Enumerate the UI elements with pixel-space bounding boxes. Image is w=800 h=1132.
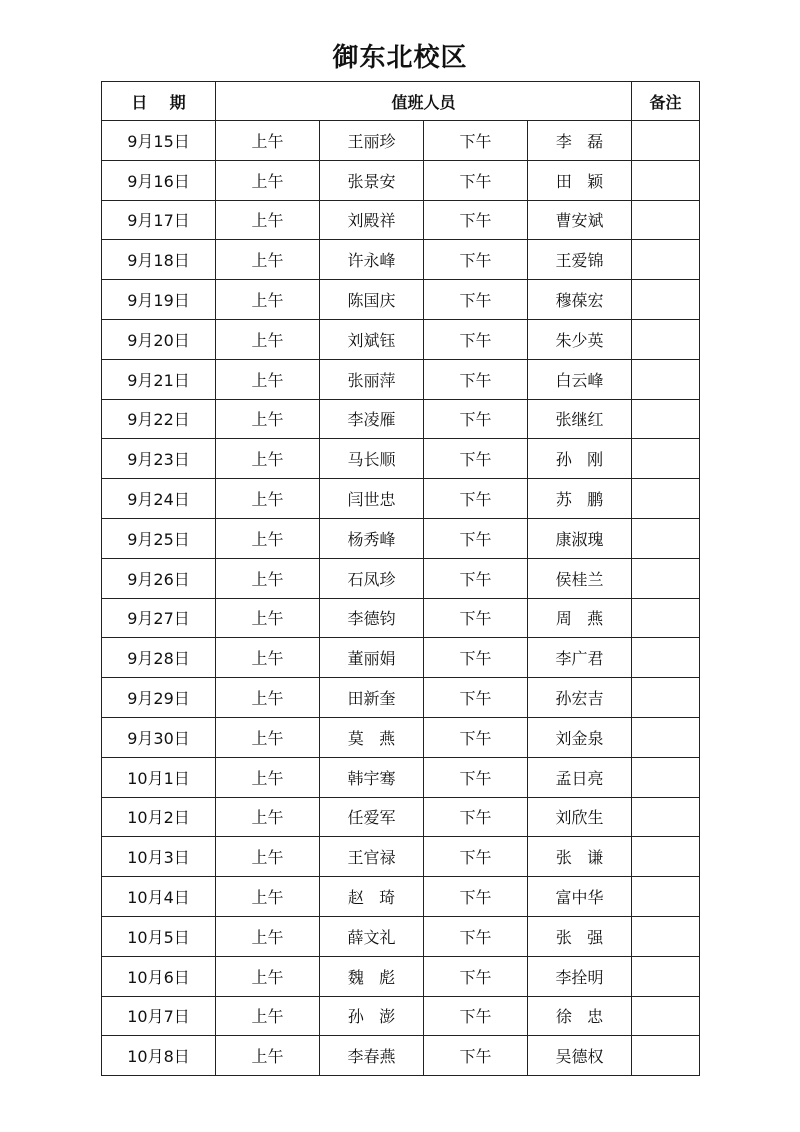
note-cell	[632, 797, 700, 837]
table-row	[102, 717, 700, 757]
date-cell: 9月29日	[102, 678, 216, 718]
afternoon-label-cell: 下午	[424, 160, 528, 200]
afternoon-label-cell: 下午	[424, 797, 528, 837]
morning-label-cell: 上午	[216, 240, 320, 280]
afternoon-staff-cell: 田 颖	[528, 160, 632, 200]
note-cell	[632, 757, 700, 797]
afternoon-label-cell: 下午	[424, 479, 528, 519]
table-row	[102, 518, 700, 558]
table-row	[102, 757, 700, 797]
morning-staff-cell: 任爱军	[320, 797, 424, 837]
afternoon-label-cell: 下午	[424, 558, 528, 598]
afternoon-staff-cell: 李拴明	[528, 956, 632, 996]
morning-staff-cell: 孙 澎	[320, 996, 424, 1036]
table-header-row	[102, 82, 700, 121]
afternoon-label-cell: 下午	[424, 240, 528, 280]
date-cell: 9月26日	[102, 558, 216, 598]
morning-staff-cell: 刘斌钰	[320, 319, 424, 359]
morning-label-cell: 上午	[216, 121, 320, 161]
table-row	[102, 877, 700, 917]
afternoon-staff-cell: 侯桂兰	[528, 558, 632, 598]
afternoon-staff-cell: 张 强	[528, 916, 632, 956]
morning-label-cell: 上午	[216, 479, 320, 519]
table-row	[102, 359, 700, 399]
note-cell	[632, 877, 700, 917]
afternoon-staff-cell: 李 磊	[528, 121, 632, 161]
morning-staff-cell: 王官禄	[320, 837, 424, 877]
note-cell	[632, 598, 700, 638]
note-cell	[632, 638, 700, 678]
morning-staff-cell: 许永峰	[320, 240, 424, 280]
afternoon-label-cell: 下午	[424, 280, 528, 320]
morning-staff-cell: 马长顺	[320, 439, 424, 479]
morning-label-cell: 上午	[216, 717, 320, 757]
morning-label-cell: 上午	[216, 280, 320, 320]
header-staff: 值班人员	[216, 82, 632, 121]
table-row	[102, 160, 700, 200]
afternoon-staff-cell: 王爱锦	[528, 240, 632, 280]
note-cell	[632, 558, 700, 598]
table-row	[102, 638, 700, 678]
morning-label-cell: 上午	[216, 1036, 320, 1076]
date-cell: 10月7日	[102, 996, 216, 1036]
morning-staff-cell: 韩宇骞	[320, 757, 424, 797]
afternoon-label-cell: 下午	[424, 518, 528, 558]
table-row	[102, 678, 700, 718]
table-row	[102, 280, 700, 320]
table-row	[102, 479, 700, 519]
afternoon-label-cell: 下午	[424, 877, 528, 917]
table-row	[102, 916, 700, 956]
morning-label-cell: 上午	[216, 200, 320, 240]
date-cell: 10月3日	[102, 837, 216, 877]
afternoon-staff-cell: 曹安斌	[528, 200, 632, 240]
morning-staff-cell: 赵 琦	[320, 877, 424, 917]
table-row	[102, 797, 700, 837]
note-cell	[632, 359, 700, 399]
date-cell: 10月8日	[102, 1036, 216, 1076]
date-cell: 9月25日	[102, 518, 216, 558]
note-cell	[632, 160, 700, 200]
afternoon-label-cell: 下午	[424, 319, 528, 359]
date-cell: 9月21日	[102, 359, 216, 399]
morning-label-cell: 上午	[216, 678, 320, 718]
morning-staff-cell: 莫 燕	[320, 717, 424, 757]
date-cell: 9月15日	[102, 121, 216, 161]
morning-staff-cell: 李德钧	[320, 598, 424, 638]
table-row	[102, 598, 700, 638]
page-title: 御东北校区	[332, 43, 468, 73]
afternoon-staff-cell: 刘欣生	[528, 797, 632, 837]
table-row	[102, 399, 700, 439]
note-cell	[632, 916, 700, 956]
afternoon-staff-cell: 徐 忠	[528, 996, 632, 1036]
table-row	[102, 439, 700, 479]
afternoon-staff-cell: 白云峰	[528, 359, 632, 399]
afternoon-label-cell: 下午	[424, 956, 528, 996]
morning-label-cell: 上午	[216, 916, 320, 956]
header-date: 日 期	[102, 82, 216, 121]
morning-label-cell: 上午	[216, 757, 320, 797]
afternoon-label-cell: 下午	[424, 837, 528, 877]
morning-staff-cell: 李春燕	[320, 1036, 424, 1076]
afternoon-staff-cell: 穆葆宏	[528, 280, 632, 320]
morning-staff-cell: 杨秀峰	[320, 518, 424, 558]
afternoon-staff-cell: 刘金泉	[528, 717, 632, 757]
morning-label-cell: 上午	[216, 598, 320, 638]
afternoon-label-cell: 下午	[424, 996, 528, 1036]
note-cell	[632, 956, 700, 996]
morning-staff-cell: 张景安	[320, 160, 424, 200]
morning-staff-cell: 李凌雁	[320, 399, 424, 439]
afternoon-label-cell: 下午	[424, 678, 528, 718]
date-cell: 10月6日	[102, 956, 216, 996]
date-cell: 10月5日	[102, 916, 216, 956]
table-row	[102, 996, 700, 1036]
morning-label-cell: 上午	[216, 797, 320, 837]
afternoon-label-cell: 下午	[424, 638, 528, 678]
morning-label-cell: 上午	[216, 558, 320, 598]
morning-staff-cell: 张丽萍	[320, 359, 424, 399]
morning-staff-cell: 闫世忠	[320, 479, 424, 519]
afternoon-staff-cell: 富中华	[528, 877, 632, 917]
morning-label-cell: 上午	[216, 996, 320, 1036]
afternoon-label-cell: 下午	[424, 916, 528, 956]
morning-label-cell: 上午	[216, 518, 320, 558]
date-cell: 10月2日	[102, 797, 216, 837]
afternoon-staff-cell: 孙宏吉	[528, 678, 632, 718]
morning-staff-cell: 田新奎	[320, 678, 424, 718]
morning-label-cell: 上午	[216, 359, 320, 399]
note-cell	[632, 678, 700, 718]
afternoon-label-cell: 下午	[424, 399, 528, 439]
afternoon-staff-cell: 孟日亮	[528, 757, 632, 797]
afternoon-label-cell: 下午	[424, 717, 528, 757]
note-cell	[632, 717, 700, 757]
morning-label-cell: 上午	[216, 399, 320, 439]
note-cell	[632, 996, 700, 1036]
date-cell: 10月1日	[102, 757, 216, 797]
note-cell	[632, 1036, 700, 1076]
table-row	[102, 837, 700, 877]
morning-label-cell: 上午	[216, 319, 320, 359]
afternoon-staff-cell: 周 燕	[528, 598, 632, 638]
afternoon-staff-cell: 张 谦	[528, 837, 632, 877]
morning-label-cell: 上午	[216, 877, 320, 917]
date-cell: 9月30日	[102, 717, 216, 757]
roster-body	[102, 121, 700, 1076]
duty-roster-table	[101, 81, 700, 1076]
afternoon-staff-cell: 苏 鹏	[528, 479, 632, 519]
table-row	[102, 240, 700, 280]
afternoon-staff-cell: 李广君	[528, 638, 632, 678]
note-cell	[632, 121, 700, 161]
afternoon-label-cell: 下午	[424, 359, 528, 399]
table-row	[102, 121, 700, 161]
afternoon-label-cell: 下午	[424, 598, 528, 638]
morning-staff-cell: 董丽娟	[320, 638, 424, 678]
date-cell: 9月16日	[102, 160, 216, 200]
date-cell: 9月28日	[102, 638, 216, 678]
note-cell	[632, 837, 700, 877]
morning-staff-cell: 薛文礼	[320, 916, 424, 956]
morning-staff-cell: 魏 彪	[320, 956, 424, 996]
note-cell	[632, 439, 700, 479]
table-row	[102, 200, 700, 240]
date-cell: 9月23日	[102, 439, 216, 479]
date-cell: 9月22日	[102, 399, 216, 439]
afternoon-label-cell: 下午	[424, 200, 528, 240]
morning-staff-cell: 刘殿祥	[320, 200, 424, 240]
afternoon-staff-cell: 孙 刚	[528, 439, 632, 479]
afternoon-label-cell: 下午	[424, 439, 528, 479]
afternoon-label-cell: 下午	[424, 1036, 528, 1076]
date-cell: 9月17日	[102, 200, 216, 240]
morning-label-cell: 上午	[216, 160, 320, 200]
afternoon-staff-cell: 张继红	[528, 399, 632, 439]
morning-staff-cell: 石凤珍	[320, 558, 424, 598]
note-cell	[632, 479, 700, 519]
note-cell	[632, 200, 700, 240]
note-cell	[632, 518, 700, 558]
afternoon-label-cell: 下午	[424, 757, 528, 797]
table-row	[102, 956, 700, 996]
morning-staff-cell: 陈国庆	[320, 280, 424, 320]
table-row	[102, 558, 700, 598]
date-cell: 9月27日	[102, 598, 216, 638]
date-cell: 9月18日	[102, 240, 216, 280]
date-cell: 9月24日	[102, 479, 216, 519]
note-cell	[632, 240, 700, 280]
table-row	[102, 1036, 700, 1076]
afternoon-staff-cell: 吴德权	[528, 1036, 632, 1076]
afternoon-staff-cell: 康淑瑰	[528, 518, 632, 558]
morning-label-cell: 上午	[216, 956, 320, 996]
note-cell	[632, 319, 700, 359]
afternoon-label-cell: 下午	[424, 121, 528, 161]
afternoon-staff-cell: 朱少英	[528, 319, 632, 359]
note-cell	[632, 399, 700, 439]
morning-staff-cell: 王丽珍	[320, 121, 424, 161]
date-cell: 10月4日	[102, 877, 216, 917]
morning-label-cell: 上午	[216, 837, 320, 877]
morning-label-cell: 上午	[216, 638, 320, 678]
note-cell	[632, 280, 700, 320]
date-cell: 9月19日	[102, 280, 216, 320]
morning-label-cell: 上午	[216, 439, 320, 479]
date-cell: 9月20日	[102, 319, 216, 359]
table-row	[102, 319, 700, 359]
header-note: 备注	[632, 82, 700, 121]
